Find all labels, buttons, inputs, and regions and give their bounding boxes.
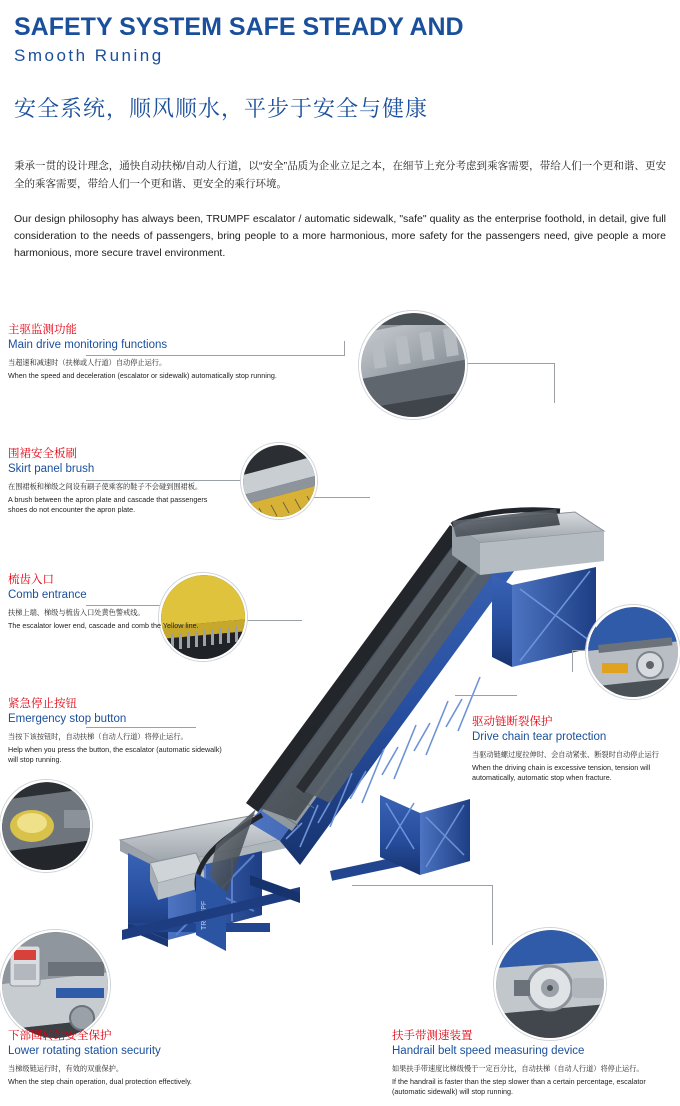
callout-title-cn: 主驱监测功能 — [8, 324, 77, 336]
callout-desc-cn: 在围裙板和梯级之间设有刷子使乘客的鞋子不会碰到围裙板。 — [8, 482, 203, 492]
callout-line-drive-chain-b — [572, 650, 573, 672]
callout-line-main-drive-d — [554, 363, 555, 403]
intro-paragraph-english: Our design philosophy has always been, TRUMPF escalator / automatic sidewalk, "safe" quality as the enterprise foothold, in detail, give full consideration to the needs of passengers, bring people to a more harmonious, more safety for the passengers need, give people a more harmonious, more secure travel environment. — [14, 213, 666, 259]
callout-desc-en: Help when you press the button, the escalator (automatic sidewalk) will stop running. — [8, 744, 222, 765]
page-subtitle: Smooth Runing — [14, 45, 164, 65]
bubble-handrail-speed — [494, 928, 606, 1040]
callout-title-cn: 驱动链断裂保护 — [472, 716, 553, 728]
callout-desc-en: A brush between the apron plate and cascade that passengers shoes do not encounter the apron plate. — [8, 494, 208, 515]
bubble-skirt-panel-brush — [241, 443, 317, 519]
page-header — [0, 0, 680, 262]
illustration-area — [0, 275, 680, 1106]
bubble-drive-chain — [586, 605, 680, 699]
callout-title-cn: 紧急停止按钮 — [8, 698, 77, 710]
callout-drive-chain-tear-protection — [472, 715, 672, 784]
callout-desc-en: The escalator lower end, cascade and comb the Yellow line. — [8, 620, 199, 630]
callout-line-main-drive-c — [459, 363, 554, 364]
callout-line-handrail-c — [492, 885, 493, 945]
callout-desc-cn: 当梯级链运行时，有效的双重保护。 — [8, 1064, 124, 1074]
callout-desc-en: When the step chain operation, dual protection effectively. — [8, 1076, 192, 1086]
callout-title-en: Lower rotating station security — [8, 1044, 161, 1057]
callout-main-drive-monitoring — [8, 323, 277, 381]
callout-title-cn: 围裙安全板刷 — [8, 448, 77, 460]
callout-skirt-panel-brush — [8, 447, 223, 516]
bubble-main-drive-monitoring — [359, 311, 467, 419]
callout-handrail-belt-speed — [392, 1029, 678, 1098]
callout-title-cn: 扶手带测速装置 — [392, 1030, 473, 1042]
emergency-stop-photo — [2, 782, 92, 872]
callout-comb-entrance — [8, 573, 223, 631]
drive-chain-photo — [588, 607, 680, 699]
page-title: SAFETY SYSTEM SAFE STEADY AND — [14, 13, 464, 41]
page-title-chinese: 安全系统，顺风顺水，平步于安全与健康 — [14, 95, 429, 121]
bubble-emergency-stop — [0, 780, 92, 872]
callout-title-en: Emergency stop button — [8, 712, 127, 725]
callout-line-skirt-b — [308, 497, 370, 498]
callout-desc-en: If the handrail is faster than the step slower than a certain percentage, escalator (automatic sidewalk) will stop running. — [392, 1076, 646, 1097]
callout-desc-en: When the speed and deceleration (escalator or sidewalk) automatically stop running. — [8, 370, 277, 380]
callout-title-en: Main drive monitoring functions — [8, 338, 168, 351]
callout-title-en: Comb entrance — [8, 588, 87, 601]
callout-desc-en: When the driving chain is excessive tension, tension will automatically, automatic stop when fracture. — [472, 762, 651, 783]
callout-line-drive-chain-a — [455, 695, 517, 696]
callout-line-comb-b — [244, 620, 302, 621]
callout-title-en: Drive chain tear protection — [472, 730, 607, 743]
callout-lower-rotating-station — [8, 1029, 308, 1087]
callout-title-cn: 梳齿入口 — [8, 574, 54, 586]
callout-desc-cn: 扶梯上端、梯级与梳齿入口处黄色警戒线。 — [8, 608, 145, 618]
callout-title-en: Skirt panel brush — [8, 462, 95, 475]
handrail-speed-photo — [496, 930, 606, 1040]
callout-desc-cn: 当驱动链螺过度拉伸时、会自动紧张、断裂时自动停止运行 — [472, 750, 659, 760]
drive-unit-photo — [361, 313, 467, 419]
lower-station-photo — [2, 932, 110, 1040]
callout-title-cn: 下部回转站安全保护 — [8, 1030, 112, 1042]
callout-title-en: Handrail belt speed measuring device — [392, 1044, 585, 1057]
callout-desc-cn: 当超速和减速时（扶梯或人行道）自动停止运行。 — [8, 358, 167, 368]
callout-desc-cn: 当按下该按钮时，自动扶梯（自动人行道）将停止运行。 — [8, 732, 188, 742]
callout-line-handrail-a — [352, 885, 492, 886]
callout-desc-cn: 如果扶手带速度比梯级慢于一定百分比，自动扶梯（自动人行道）将停止运行。 — [392, 1064, 644, 1074]
callout-line-main-drive-b — [344, 341, 345, 356]
intro-paragraph-chinese: 秉承一贯的设计理念，通快自动扶梯/自动人行道，以“安全”品质为企业立足之本，在细节上充分考虑到乘客需要，带给人们一个更和谐、更安全的乘客需要，带给人们一个更和谐、更安全的乘行环境。 — [14, 159, 666, 190]
bubble-lower-rotating-station — [0, 930, 110, 1040]
callout-emergency-stop — [8, 697, 223, 766]
